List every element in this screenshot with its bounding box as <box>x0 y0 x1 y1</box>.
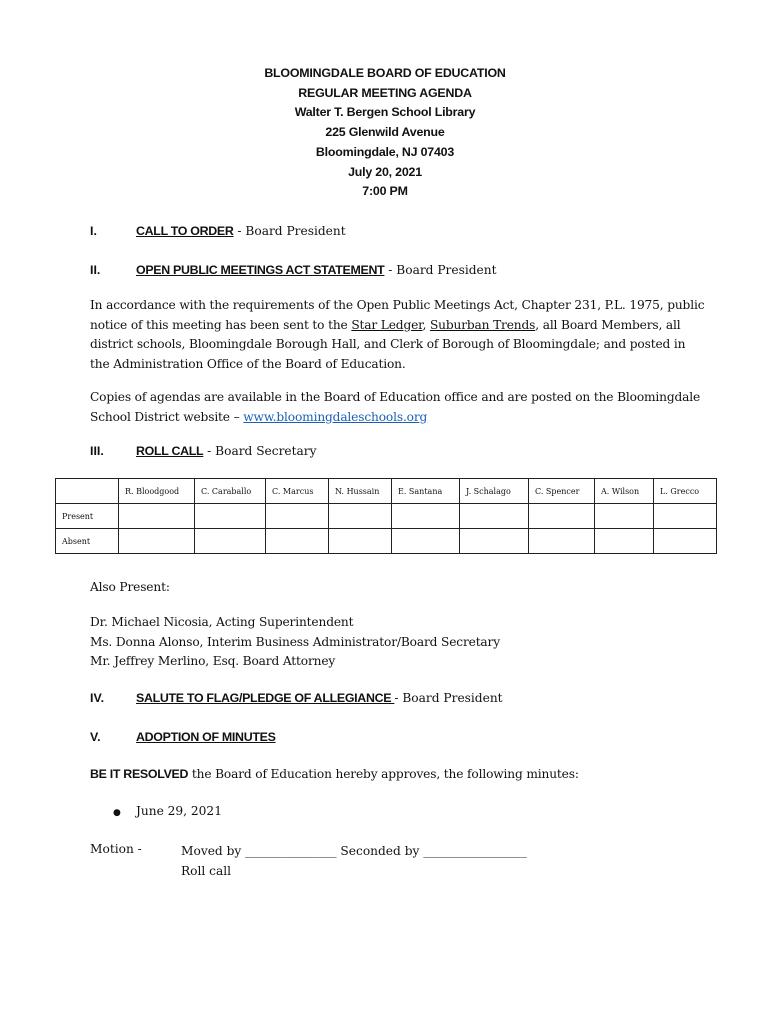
attendee: Dr. Michael Nicosia, Acting Superintendent <box>90 615 354 629</box>
roll-present-row <box>56 504 717 529</box>
member-name-cell: L. Grecco <box>654 479 717 504</box>
copies-line <box>90 408 690 428</box>
roll-call-line: Roll call <box>181 863 232 878</box>
section-title: ADOPTION OF MINUTES <box>136 730 276 744</box>
section-opma-statement <box>90 262 497 277</box>
section-presenter: - Board President <box>233 224 346 238</box>
roll-cell <box>266 529 329 554</box>
member-name-cell: C. Marcus <box>266 479 329 504</box>
section-number: V. <box>90 730 101 744</box>
header-line-board: BLOOMINGDALE BOARD OF EDUCATION <box>264 66 506 80</box>
roll-cell <box>529 529 595 554</box>
header-line-location: Walter T. Bergen School Library <box>294 105 476 120</box>
minutes-date: June 29, 2021 <box>136 804 222 818</box>
roll-cell <box>529 504 595 529</box>
header-line-street: 225 Glenwild Avenue <box>325 125 445 140</box>
section-number: II. <box>90 263 101 277</box>
roll-cell <box>460 504 529 529</box>
row-label-cell: Absent <box>56 529 119 554</box>
section-title: ROLL CALL <box>136 444 204 458</box>
roll-cell <box>392 504 460 529</box>
opma-line <box>90 316 690 336</box>
section-call-to-order <box>90 223 346 238</box>
section-roll-call <box>90 443 317 458</box>
roll-cell <box>119 529 195 554</box>
roll-cell <box>195 504 266 529</box>
header-line-meeting: REGULAR MEETING AGENDA <box>298 85 472 100</box>
resolved-keyword: BE IT RESOLVED <box>90 767 189 781</box>
section-number: III. <box>90 444 104 458</box>
member-name-cell: A. Wilson <box>595 479 654 504</box>
section-salute-to-flag <box>90 690 503 705</box>
roll-cell <box>266 504 329 529</box>
member-name-cell: J. Schalago <box>460 479 529 504</box>
motion-label: Motion - <box>90 842 142 856</box>
opma-line: In accordance with the requirements of the Open Public Meetings Act, Chapter 231, P.L. 1975, public <box>90 298 705 312</box>
copies-paragraph <box>90 388 701 427</box>
agenda-header <box>0 64 770 202</box>
also-present-label: Also Present: <box>90 580 170 594</box>
resolution-text <box>90 767 579 781</box>
section-title: SALUTE TO FLAG/PLEDGE OF ALLEGIANCE <box>136 691 395 705</box>
opma-line: district schools, Bloomingdale Borough Hall, and Clerk of Borough of Bloomingdale; and posted in <box>90 337 686 351</box>
roll-call-table <box>55 478 717 554</box>
section-title: OPEN PUBLIC MEETINGS ACT STATEMENT <box>136 263 385 277</box>
roll-cell <box>654 529 717 554</box>
resolution-body: the Board of Education hereby approves, the following minutes: <box>188 767 579 781</box>
district-website-link[interactable]: www.bloomingdaleschools.org <box>243 409 428 424</box>
header-line-city: Bloomingdale, NJ 07403 <box>315 144 455 159</box>
member-name-cell: C. Spencer <box>529 479 595 504</box>
minutes-list-item <box>113 804 222 818</box>
section-presenter: - Board President <box>384 263 497 277</box>
roll-cell <box>460 529 529 554</box>
attendee: Ms. Donna Alonso, Interim Business Administrator/Board Secretary <box>90 634 500 649</box>
roll-cell <box>654 504 717 529</box>
roll-header-row <box>56 479 717 504</box>
section-presenter: - Board Secretary <box>203 444 317 458</box>
roll-cell <box>392 529 460 554</box>
bullet-icon: ● <box>113 808 121 818</box>
copies-line: Copies of agendas are available in the Board of Education office and are posted on the Bloomingdale <box>90 390 701 404</box>
member-name-cell: E. Santana <box>392 479 460 504</box>
roll-cell <box>329 529 392 554</box>
roll-absent-row <box>56 529 717 554</box>
also-present-list <box>90 613 690 672</box>
opma-text: notice of this meeting has been sent to the <box>90 317 352 332</box>
star-ledger-label: Star Ledger <box>351 317 423 332</box>
row-label-cell: Present <box>56 504 119 529</box>
header-line-time: 7:00 PM <box>362 184 408 199</box>
member-name-cell: R. Bloodgood <box>119 479 195 504</box>
member-name-cell: C. Caraballo <box>195 479 266 504</box>
section-presenter: - Board President <box>394 691 503 705</box>
section-title: CALL TO ORDER <box>136 224 234 238</box>
copies-text: School District website – <box>90 409 244 424</box>
opma-line: the Administration Office of the Board of Education. <box>90 356 406 371</box>
attendee: Mr. Jeffrey Merlino, Esq. Board Attorney <box>90 654 336 668</box>
roll-cell <box>329 504 392 529</box>
section-adoption-of-minutes <box>90 729 276 744</box>
opma-text: , <box>422 317 430 332</box>
roll-cell <box>595 529 654 554</box>
opma-text: , all Board Members, all <box>535 317 681 332</box>
section-number: IV. <box>90 691 105 705</box>
roll-corner-cell <box>56 479 119 504</box>
header-line-date: July 20, 2021 <box>348 164 422 179</box>
opma-paragraph <box>90 296 705 374</box>
suburban-trends-label: Suburban Trends <box>429 317 536 332</box>
roll-cell <box>195 529 266 554</box>
section-number: I. <box>90 224 97 238</box>
member-name-cell: N. Hussain <box>329 479 392 504</box>
roll-cell <box>119 504 195 529</box>
roll-cell <box>595 504 654 529</box>
motion-block <box>181 842 527 881</box>
moved-seconded-line: Moved by _______________ Seconded by _________________ <box>181 844 527 858</box>
